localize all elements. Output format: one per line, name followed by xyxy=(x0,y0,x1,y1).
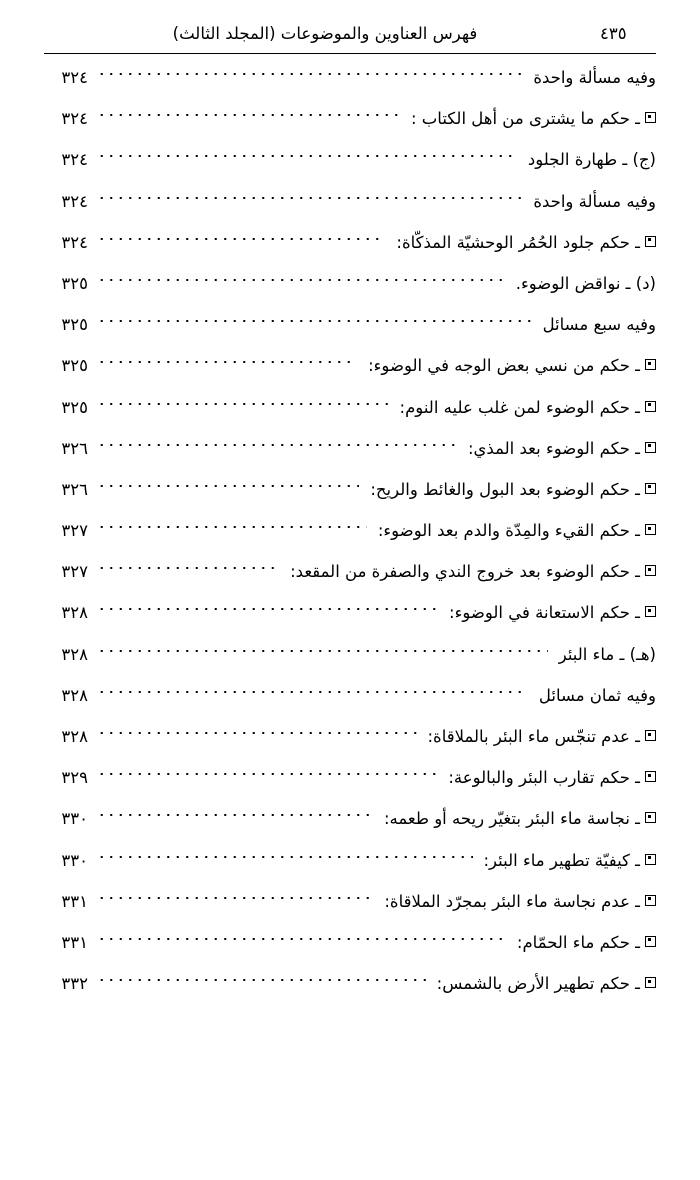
toc-entry[interactable] xyxy=(44,150,656,191)
toc-entry-label: ـ حكم جلود الحُمُر الوحشيّة المذكّاة: xyxy=(396,232,640,252)
square-bullet-icon xyxy=(645,565,656,576)
toc-entry-label: ـ حكم تقارب البئر والبالوعة: xyxy=(448,768,640,788)
toc-entry[interactable] xyxy=(44,233,656,274)
toc-entry[interactable] xyxy=(44,480,656,521)
toc-entry-page-number: ٣٣١ xyxy=(61,891,88,911)
toc-entry[interactable] xyxy=(44,274,656,315)
toc-entry-label: ـ حكم تطهير الأرض بالشمس: xyxy=(436,974,640,994)
toc-entry[interactable] xyxy=(44,68,656,109)
square-bullet-icon xyxy=(645,895,656,906)
square-bullet-icon xyxy=(645,812,656,823)
toc-entry-label: ـ حكم ما يشترى من أهل الكتاب : xyxy=(410,109,640,129)
toc-entry-label: وفيه مسألة واحدة xyxy=(533,68,656,87)
toc-entry-page-number: ٣٣٢ xyxy=(61,974,88,994)
square-bullet-icon xyxy=(645,442,656,453)
toc-entry[interactable] xyxy=(44,727,656,768)
toc-entry-text xyxy=(511,933,656,952)
toc-entry[interactable] xyxy=(44,645,656,686)
toc-entry-label: ـ حكم الوضوء بعد المذي: xyxy=(467,438,640,458)
toc-entry-label: ـ عدم تنجّس ماء البئر بالملاقاة: xyxy=(427,727,640,746)
toc-entry-label: (د) ـ نواقض الوضوء. xyxy=(515,273,656,293)
square-bullet-icon xyxy=(645,236,656,247)
toc-entry-page-number: ٣٢٤ xyxy=(61,232,88,252)
toc-entry-text xyxy=(405,109,656,128)
toc-entry[interactable] xyxy=(44,768,656,809)
toc-entry-text xyxy=(537,315,656,334)
toc-entry-text xyxy=(378,892,656,911)
leader-dots xyxy=(97,357,357,367)
toc-entry[interactable] xyxy=(44,974,656,1015)
toc-entry-text xyxy=(442,768,656,787)
leader-dots xyxy=(97,687,528,697)
toc-entry-page-number: ٣٢٩ xyxy=(61,768,88,788)
toc-entry[interactable] xyxy=(44,892,656,933)
leader-dots xyxy=(97,151,517,161)
leader-dots xyxy=(97,69,522,79)
toc-entry-label: ـ حكم الوضوء بعد خروج الندي والصفرة من المقعد: xyxy=(290,562,640,582)
leader-dots xyxy=(97,399,389,409)
toc-entry-label: ـ عدم نجاسة ماء البئر بمجرّد الملاقاة: xyxy=(384,891,640,911)
toc-entry[interactable] xyxy=(44,398,656,439)
square-bullet-icon xyxy=(645,483,656,494)
header-divider xyxy=(44,53,656,54)
toc-entry-label: وفيه سبع مسائل xyxy=(542,315,656,335)
toc-entry-text xyxy=(364,480,656,499)
leader-dots xyxy=(97,110,400,120)
toc-entry-label: ـ حكم ماء الحمّام: xyxy=(516,932,640,952)
leader-dots xyxy=(97,316,532,326)
toc-entry-text xyxy=(527,68,656,87)
leader-dots xyxy=(97,275,505,285)
toc-entry-label: وفيه ثمان مسائل xyxy=(538,685,656,705)
leader-dots xyxy=(97,810,373,820)
leader-dots xyxy=(97,934,506,944)
square-bullet-icon xyxy=(645,401,656,412)
leader-dots xyxy=(97,234,385,244)
toc-entry-text xyxy=(362,356,656,375)
toc-entry[interactable] xyxy=(44,809,656,850)
square-bullet-icon xyxy=(645,112,656,123)
toc-entry[interactable] xyxy=(44,686,656,727)
toc-entry-page-number: ٣٢٦ xyxy=(61,479,88,499)
toc-entry-label: ـ حكم القيء والمِدّة والدم بعد الوضوء: xyxy=(377,521,640,541)
square-bullet-icon xyxy=(645,936,656,947)
square-bullet-icon xyxy=(645,606,656,617)
leader-dots xyxy=(97,975,426,985)
toc-entry-text xyxy=(394,398,656,417)
leader-dots xyxy=(97,728,417,738)
toc-entry[interactable] xyxy=(44,521,656,562)
square-bullet-icon xyxy=(645,359,656,370)
page-number: ٤٣٥ xyxy=(600,24,627,43)
toc-entry-page-number: ٣٢٥ xyxy=(61,356,88,376)
toc-entry-label: (هـ) ـ ماء البئر xyxy=(558,644,656,664)
toc-entry-text xyxy=(431,974,656,993)
toc-entry-page-number: ٣٢٤ xyxy=(61,68,88,87)
square-bullet-icon xyxy=(645,524,656,535)
toc-entry-label: ـ حكم الوضوء لمن غلب عليه النوم: xyxy=(399,397,640,417)
toc-entry-text xyxy=(478,851,657,870)
square-bullet-icon xyxy=(645,854,656,865)
toc-entry[interactable] xyxy=(44,356,656,397)
leader-dots xyxy=(97,604,438,614)
toc-entry-page-number: ٣٣١ xyxy=(61,932,88,952)
toc-entry-text xyxy=(378,809,656,828)
toc-entry-page-number: ٣٢٦ xyxy=(61,438,88,458)
toc-entry[interactable] xyxy=(44,603,656,644)
toc-entry-page-number: ٣٣٠ xyxy=(61,809,88,829)
toc-entry-page-number: ٣٢٥ xyxy=(61,397,88,417)
toc-entry-label: وفيه مسألة واحدة xyxy=(533,191,656,211)
toc-entry-text xyxy=(553,645,656,664)
toc-entry-page-number: ٣٢٨ xyxy=(61,685,88,705)
table-of-contents xyxy=(44,68,656,1015)
toc-entry-page-number: ٣٢٤ xyxy=(61,191,88,211)
toc-entry-label: ـ حكم الوضوء بعد البول والغائط والريح: xyxy=(370,479,640,499)
toc-entry-text xyxy=(522,150,656,169)
toc-entry-page-number: ٣٢٨ xyxy=(61,727,88,746)
toc-entry-label: ـ كيفيّة تطهير ماء البئر: xyxy=(483,850,640,870)
leader-dots xyxy=(97,193,522,203)
toc-entry-label: (ج) ـ طهارة الجلود xyxy=(527,150,656,170)
toc-entry-text xyxy=(527,192,656,211)
leader-dots xyxy=(97,481,359,491)
toc-entry[interactable] xyxy=(44,192,656,233)
leader-dots xyxy=(97,893,373,903)
toc-entry[interactable] xyxy=(44,851,656,892)
toc-entry-label: ـ حكم الاستعانة في الوضوء: xyxy=(449,603,640,623)
toc-entry-text xyxy=(443,603,656,622)
toc-entry-page-number: ٣٢٤ xyxy=(61,109,88,129)
toc-entry-page-number: ٣٣٠ xyxy=(61,850,88,870)
toc-entry-text xyxy=(372,521,656,540)
toc-entry[interactable] xyxy=(44,439,656,480)
toc-entry-text xyxy=(533,686,656,705)
square-bullet-icon xyxy=(645,977,656,988)
toc-entry-label: ـ نجاسة ماء البئر بتغيّر ريحه أو طعمه: xyxy=(383,809,640,829)
leader-dots xyxy=(97,522,367,532)
toc-entry-page-number: ٣٢٨ xyxy=(61,603,88,623)
toc-entry-page-number: ٣٢٥ xyxy=(61,273,88,293)
toc-entry-page-number: ٣٢٨ xyxy=(61,644,88,664)
toc-entry[interactable] xyxy=(44,933,656,974)
toc-entry-text xyxy=(390,233,656,252)
toc-entry-page-number: ٣٢٥ xyxy=(61,315,88,335)
toc-entry-text xyxy=(510,274,656,293)
toc-entry-page-number: ٣٢٧ xyxy=(61,521,88,541)
toc-entry-text xyxy=(284,562,656,581)
square-bullet-icon xyxy=(645,771,656,782)
leader-dots xyxy=(97,563,279,573)
page-title: فهرس العناوين والموضوعات (المجلد الثالث) xyxy=(172,24,478,43)
leader-dots xyxy=(97,769,437,779)
toc-entry-text xyxy=(422,727,657,746)
toc-entry-page-number: ٣٢٤ xyxy=(61,150,88,170)
toc-entry[interactable] xyxy=(44,109,656,150)
leader-dots xyxy=(97,646,548,656)
toc-entry[interactable] xyxy=(44,562,656,603)
leader-dots xyxy=(97,852,473,862)
leader-dots xyxy=(97,440,457,450)
page-header xyxy=(44,24,656,43)
toc-entry-text xyxy=(462,439,656,458)
toc-entry-page-number: ٣٢٧ xyxy=(61,562,88,582)
toc-entry-label: ـ حكم من نسي بعض الوجه في الوضوء: xyxy=(368,356,640,376)
square-bullet-icon xyxy=(645,730,656,741)
toc-entry[interactable] xyxy=(44,315,656,356)
